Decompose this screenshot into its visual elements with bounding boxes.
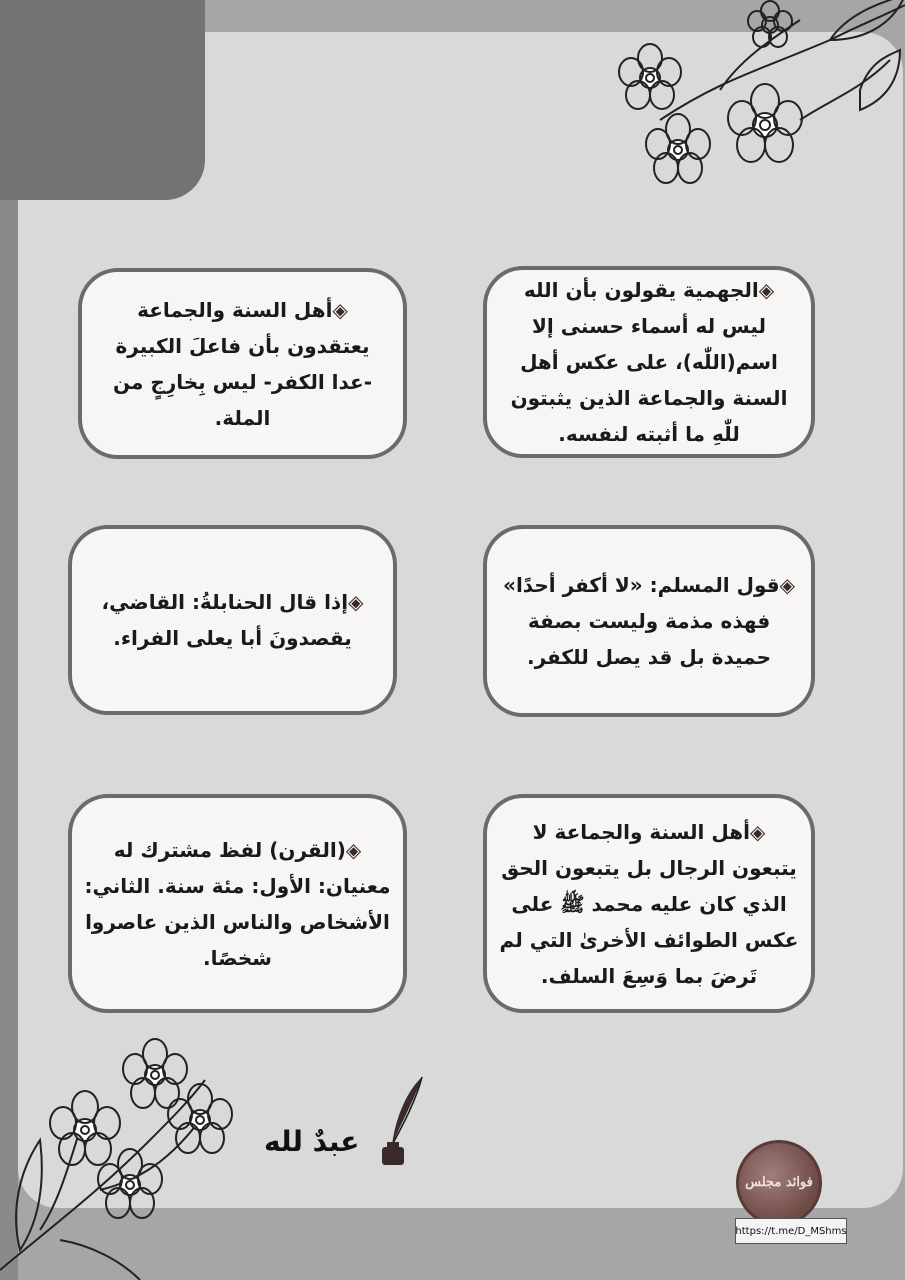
diamond-icon: ◈: [758, 278, 775, 302]
flower-decoration-bottom-icon: [0, 1020, 260, 1280]
diamond-icon: ◈: [749, 819, 766, 844]
card-text: قول المسلم: «لا أكفر أحدًا» فهذه مذمة وليست بصفة حميدة بل قد يصل للكفر.: [503, 573, 780, 669]
seal-text: فوائد مجلس: [745, 1175, 813, 1190]
wax-seal-logo: [736, 1140, 822, 1226]
card-jahmiya: [483, 266, 815, 458]
diamond-icon: ◈: [348, 590, 364, 614]
card-text: أهل السنة والجماعة يعتقدون بأن فاعلَ الكبيرة -عدا الكفر- ليس بِخارِجٍ من الملة.: [112, 297, 373, 430]
card-hanabila: [68, 525, 397, 715]
diamond-icon: ◈: [332, 297, 348, 322]
diamond-icon: ◈: [779, 573, 795, 597]
telegram-link[interactable]: https://t.me/D_MShms: [735, 1218, 847, 1244]
card-text: الجهمية يقولون بأن الله ليس له أسماء حسنى إلا اسم(اللّٰه)، على عكس أهل السنة والجماعة الذين يثبتون للّٰهِ ما أثبته لنفسه.: [510, 278, 788, 446]
signature: عبدٌ لله: [264, 1125, 360, 1158]
card-qarn: [68, 794, 407, 1013]
card-text: أهل السنة والجماعة لا يتبعون الرجال بل يتبعون الحق الذي كان عليه محمد ﷺ على عكس الطوائف الأخرىٰ التي لم تَرضَ بما وَسِعَ السلف.: [499, 819, 799, 988]
card-major-sin: [78, 268, 407, 459]
flower-decoration-top-icon: [600, 0, 905, 200]
corner-block: [0, 0, 205, 200]
card-following-truth: [483, 794, 815, 1013]
card-text: (القرن) لفظ مشترك له معنيان: الأول: مئة سنة. الثاني: الأشخاص والناس الذين عاصروا شخصًا.: [84, 837, 391, 970]
quill-inkwell-icon: [378, 1075, 428, 1170]
card-takfir: [483, 525, 815, 717]
card-text: إذا قال الحنابلةُ: القاضي، يقصدونَ أبا يعلى الفراء.: [101, 590, 352, 650]
diamond-icon: ◈: [345, 837, 362, 862]
